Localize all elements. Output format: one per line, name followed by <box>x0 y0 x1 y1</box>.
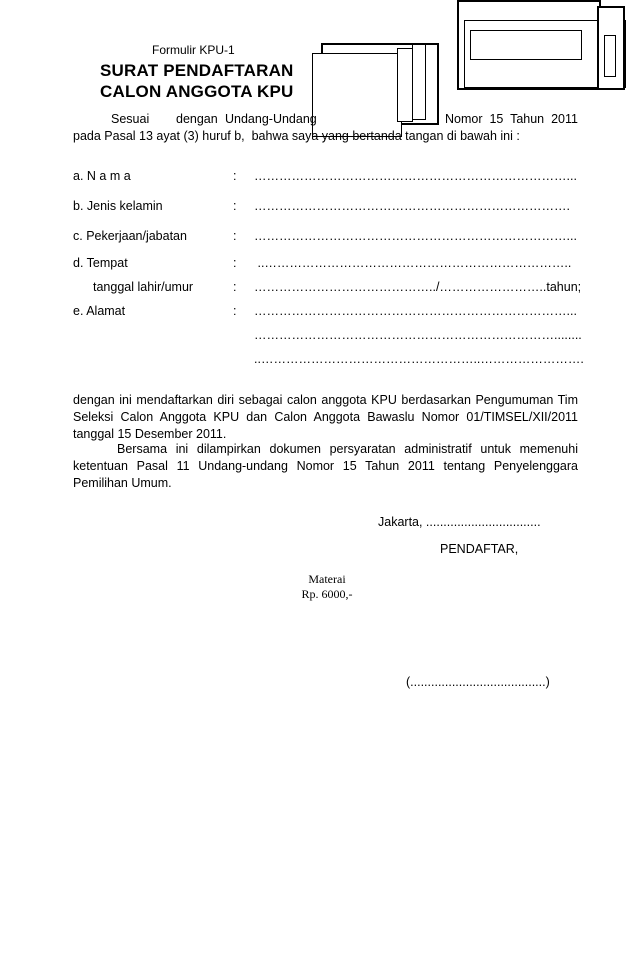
signer-role: PENDAFTAR, <box>440 542 519 556</box>
stamp-duty-amount: Rp. 6000,- <box>301 587 353 601</box>
field-label: d. Tempat <box>73 256 128 270</box>
intro-line-2: pada Pasal 13 ayat (3) huruf b, bahwa saya yang bertanda tangan di bawah ini : <box>73 129 520 143</box>
field-fill-line[interactable]: …………………………………………………………………. <box>254 199 570 213</box>
field-fill-line[interactable]: ..……………………………………………………………….. <box>254 256 572 270</box>
registration-paragraph: dengan ini mendaftarkan diri sebagai calon anggota KPU berdasarkan Pengumuman Tim Seleksi Calon Anggota KPU dan Calon Anggota Bawaslu Nomor 01/TIMSEL/XII/2011 tanggal 15 Desember 2011. <box>73 393 578 441</box>
field-fill-line[interactable]: ……………………………………../……………………..tahun; <box>254 280 582 294</box>
field-label: c. Pekerjaan/jabatan <box>73 229 187 243</box>
attachment-paragraph <box>73 441 578 492</box>
photo-frame-inner <box>312 53 402 137</box>
field-label: a. N a m a <box>73 169 131 183</box>
field-colon: : <box>233 199 237 213</box>
field-fill-line[interactable]: ………………………………………………………………........ <box>254 328 582 342</box>
photo-frame-inner <box>397 48 413 122</box>
place-date[interactable]: Jakarta, ................................. <box>378 515 541 529</box>
field-label: e. Alamat <box>73 304 126 318</box>
page-title-line1: SURAT PENDAFTARAN <box>100 61 294 80</box>
intro-word-2: dengan <box>176 112 218 126</box>
form-code: Formulir KPU-1 <box>152 43 235 57</box>
field-fill-line[interactable]: …………………………………………………………………... <box>254 304 577 318</box>
intro-word-1: Sesuai <box>111 112 150 126</box>
intro-word-4: Nomor 15 Tahun 2011 <box>445 112 578 126</box>
signer-name-placeholder[interactable]: (.......................................) <box>406 675 550 689</box>
page-title-line2: CALON ANGGOTA KPU <box>100 82 294 101</box>
field-label: b. Jenis kelamin <box>73 199 163 213</box>
stamp-frame-side <box>604 35 616 77</box>
field-label: tanggal lahir/umur <box>93 280 194 294</box>
field-fill-line[interactable]: …………………………………………………………………... <box>254 229 577 243</box>
field-colon: : <box>233 169 237 183</box>
stamp-duty-label: Materai <box>308 572 346 586</box>
field-colon: : <box>233 256 237 270</box>
field-colon: : <box>233 280 237 294</box>
intro-word-3: Undang-Undang <box>225 112 317 126</box>
attachment-paragraph-text: Bersama ini dilampirkan dokumen persyaratan administratif untuk memenuhi ketentuan Pasal 11 Undang-undang Nomor 15 Tahun 2011 tentang Penyelenggara Pemilihan Umum. <box>73 442 578 490</box>
field-fill-line[interactable]: ..……………………………………………..……………………. <box>254 352 584 366</box>
field-fill-line[interactable]: …………………………………………………………………... <box>254 169 577 183</box>
field-colon: : <box>233 304 237 318</box>
stamp-frame-inner <box>470 30 582 60</box>
photo-frame-inner <box>412 44 426 120</box>
field-colon: : <box>233 229 237 243</box>
